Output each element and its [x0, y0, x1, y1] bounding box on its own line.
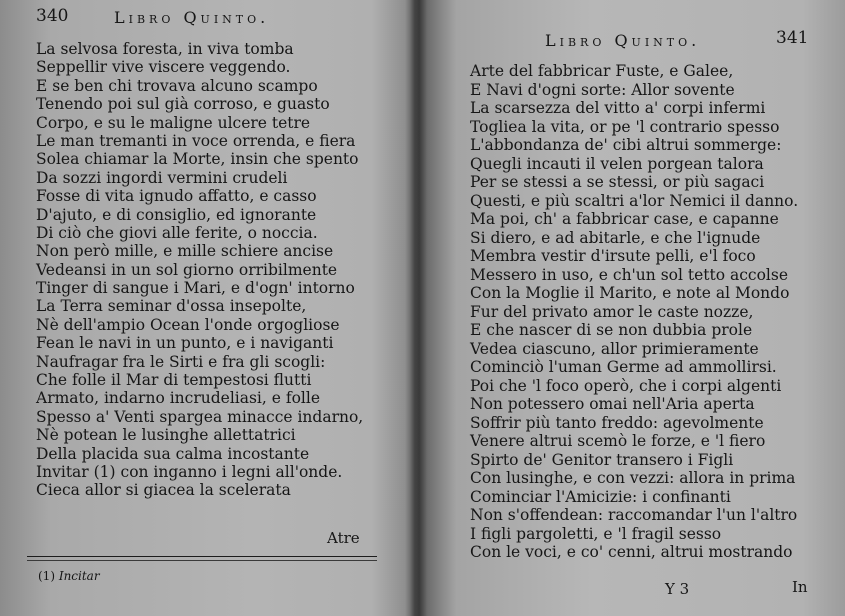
verse-line: E che nascer di se non dubbia prole	[470, 321, 753, 339]
verse-line: Le man tremanti in voce orrenda, e fiera	[36, 131, 356, 150]
verse-line: Fean le navi in un punto, e i naviganti	[36, 334, 334, 353]
verse-line: Fur del privato amor le caste nozze,	[470, 302, 754, 321]
verse-line: Con lusinghe, e con vezzi: allora in prima	[470, 469, 796, 487]
verse-line: Venere altrui scemò le forze, e 'l fiero	[470, 432, 766, 450]
verse-line: Soffrir più tanto freddo: agevolmente	[470, 413, 764, 432]
verse-line: Membra vestir d'irsute pelli, e'l foco	[470, 247, 756, 265]
verse-line: Corpo, e su le maligne ulcere tetre	[36, 113, 311, 132]
verse-line: Solea chiamar la Morte, insin che spento	[36, 150, 359, 169]
left-catchword: Atre	[327, 529, 360, 547]
verse-line: Spirto de' Genitor transero i Figli	[470, 450, 734, 469]
verse-line: Armato, indarno incrudeliasi, e folle	[36, 389, 320, 408]
verse-line: La Terra seminar d'ossa insepolte,	[36, 297, 307, 316]
verse-line: Tinger di sangue i Mari, e d'ogn' intorno	[36, 279, 355, 298]
verse-line: Non però mille, e mille schiere ancise	[36, 242, 334, 261]
right-verse-list	[470, 62, 798, 562]
verse-line: Seppellir vive viscere veggendo.	[36, 58, 291, 77]
verse-line: E Navi d'ogni sorte: Allor sovente	[470, 80, 735, 99]
verse-line: Non potessero omai nell'Aria aperta	[470, 395, 755, 413]
left-page	[0, 0, 410, 616]
verse-line: Di ciò che giovi alle ferite, o noccia.	[36, 223, 318, 242]
verse-line: Si diero, e ad abitarle, e che l'ignude	[470, 228, 761, 247]
left-page-number: 340	[36, 6, 69, 26]
verse-line: Invitar (1) con inganno i legni all'onde.	[36, 462, 343, 481]
footnote	[38, 569, 100, 583]
verse-line: Arte del fabbricar Fuste, e Galee,	[470, 62, 734, 80]
right-page-number: 341	[776, 28, 809, 48]
left-verse-list	[36, 40, 363, 500]
verse-line: Con la Moglie il Marito, e note al Mondo	[470, 284, 790, 302]
verse-line: Che folle il Mar di tempestosi flutti	[36, 371, 312, 390]
verse-line: Cominciar l'Amicizie: i confinanti	[470, 487, 731, 506]
verse-line: Cieca allor si giacea la scelerata	[36, 481, 291, 500]
verse-line: Non s'offendean: raccomandar l'un l'altro	[470, 506, 798, 524]
verse-line: Poi che 'l foco operò, che i corpi algenti	[470, 376, 782, 395]
right-page	[420, 0, 845, 616]
verse-line: Per se stessi a se stessi, or più sagaci	[470, 173, 765, 191]
left-running-title: Libro Quinto.	[114, 8, 270, 27]
footnote-rule	[27, 556, 377, 561]
verse-line: I figli pargoletti, e 'l fragil sesso	[470, 524, 722, 543]
footnote-text: Incitar	[58, 569, 100, 583]
verse-line: Fosse di vita ignudo affatto, e casso	[36, 187, 317, 206]
verse-line: Naufragar fra le Sirti e fra gli scogli:	[36, 352, 326, 371]
verse-line: E se ben chi trovava alcuno scampo	[36, 76, 318, 95]
verse-line: Quegli incauti il velen porgean talora	[470, 154, 764, 173]
verse-line: Togliea la vita, or pe 'l contrario spesso	[470, 117, 780, 136]
verse-line: Questi, e più scaltri a'lor Nemici il danno.	[470, 191, 799, 210]
verse-line: Tenendo poi sul già corroso, e guasto	[36, 95, 330, 114]
right-catchword: In	[792, 578, 808, 596]
verse-line: Nè potean le lusinghe allettatrici	[36, 426, 296, 445]
verse-line: Vedeansi in un sol giorno orribilmente	[36, 260, 338, 279]
verse-line: Vedea ciascuno, allor primieramente	[470, 339, 759, 358]
verse-line: Con le voci, e co' cenni, altrui mostrando	[470, 543, 793, 561]
verse-line: Da sozzi ingordi vermini crudeli	[36, 168, 288, 187]
signature-mark: Y 3	[665, 580, 690, 598]
right-running-title: Libro Quinto.	[545, 31, 701, 50]
verse-line: Messero in uso, e ch'un sol tetto accolse	[470, 265, 789, 284]
verse-line: Cominciò l'uman Germe ad ammollirsi.	[470, 358, 777, 376]
verse-line: Spesso a' Venti spargea minacce indarno,	[36, 407, 364, 426]
verse-line: Ma poi, ch' a fabbricar case, e capanne	[470, 210, 779, 228]
verse-line: D'ajuto, e di consiglio, ed ignorante	[36, 205, 317, 224]
verse-line: La scarsezza del vitto a' corpi infermi	[470, 99, 766, 117]
verse-line: Nè dell'ampio Ocean l'onde orgogliose	[36, 315, 340, 334]
verse-line: L'abbondanza de' cibi altrui sommerge:	[470, 136, 782, 154]
verse-line: Della placida sua calma incostante	[36, 444, 310, 463]
footnote-marker: (1)	[38, 569, 55, 583]
verse-line: La selvosa foresta, in viva tomba	[36, 40, 294, 58]
